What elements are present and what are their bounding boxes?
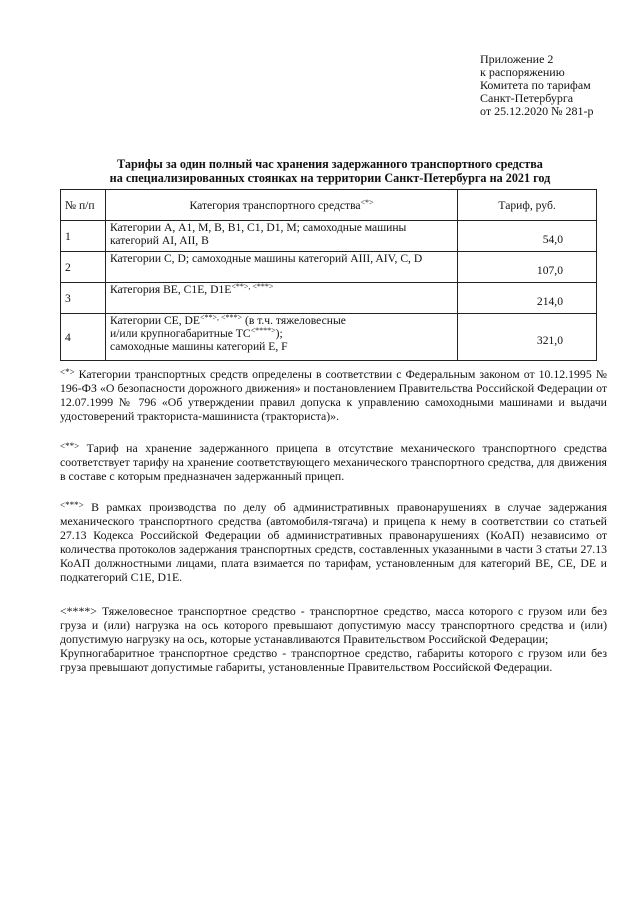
row-category-line: самоходные машины категорий Е, F <box>109 340 288 353</box>
row-tariff-value: 214,0 <box>536 294 563 308</box>
row-category-text: и/или крупногабаритные ТС <box>109 327 251 340</box>
footnote-1 <box>60 367 607 423</box>
row-tariff <box>458 221 597 252</box>
row-category-line: категорий AI, AII, В <box>109 234 209 247</box>
document-title <box>40 157 620 185</box>
row-category-line <box>110 314 453 327</box>
table-row <box>61 221 597 252</box>
appendix-line: Приложение 2 <box>480 52 554 66</box>
header-num: № п/п <box>61 190 106 221</box>
title-line: Тарифы за один полный час хранения задержанного транспортного средства <box>117 157 543 171</box>
tariff-table <box>60 189 597 361</box>
footnote-text-continued: Крупногабаритное транспортное средство - транспортное средство, габариты которого с грузом или без груза превышают допустимые габариты, установленные Правительством Российской Федерации. <box>60 646 607 674</box>
row-tariff <box>458 283 597 314</box>
row-tariff-value: 54,0 <box>542 232 563 246</box>
row-category <box>105 221 457 252</box>
footnote-2 <box>60 441 607 483</box>
header-category-label: Категория транспортного средства <box>189 198 361 212</box>
footnote-text: Тариф на хранение задержанного прицепа в отсутствие механического транспортного средства соответствует тарифу на хранение соответствующего механического транспортного средства, для движения в составе с которым предназначен задержанный прицеп. <box>60 441 607 483</box>
row-tariff-value: 321,0 <box>536 333 563 347</box>
appendix-line: Комитета по тарифам <box>480 78 591 92</box>
row-num: 2 <box>61 252 106 283</box>
row-num: 1 <box>61 221 106 252</box>
row-category-line <box>110 327 453 340</box>
appendix-line: Санкт-Петербурга <box>480 91 574 105</box>
table-header-row <box>61 190 597 221</box>
footnote-3 <box>60 500 607 584</box>
row-category-marks: <**>, <***> <box>200 313 243 322</box>
header-tariff: Тариф, руб. <box>458 190 597 221</box>
table-row <box>61 252 597 283</box>
row-tariff <box>458 314 597 361</box>
footnote-text: Тяжеловесное транспортное средство - транспортное средство, масса которого с грузом или без груза и (или) нагрузка на ось которого превышают допустимую массу транспортного средства и (или) допустимую нагрузку на ось, которые устанавливаются Правительством Российской Федерации; <box>60 604 607 646</box>
appendix-header <box>480 53 630 118</box>
row-category-text: Категория ВЕ, С1Е, D1Е <box>109 283 232 296</box>
row-tariff <box>458 252 597 283</box>
appendix-line: от 25.12.2020 № 281-р <box>480 104 594 118</box>
row-category <box>105 283 457 314</box>
row-tariff-value: 107,0 <box>536 263 563 277</box>
row-category-line: Категории А, А1, М, В, В1, С1, D1, М; самоходные машины <box>109 221 407 234</box>
footnote-text: В рамках производства по делу об административных правонарушениях в случае задержания механического транспортного средства (автомобиля-тягача) и прицепа к нему в соответствии со статьей 27.13 Кодекса Российской Федерации об административных правонарушениях (КоАП) независимо от количества протоколов задержания транспортных средств, составленных указанными в части 3 статьи 27.13 КоАП должностными лицами, плата взимается по тарифам, установленным для категорий ВЕ, СЕ, DЕ и подкатегорий С1Е, D1Е. <box>60 500 607 584</box>
title-line: на специализированных стоянках на территории Санкт-Петербурга на 2021 год <box>109 171 551 185</box>
row-category-text: Категории СЕ, DЕ <box>109 314 201 327</box>
row-category-line: Категории С, D; самоходные машины категорий AIII, AIV, С, D <box>109 252 423 265</box>
row-category-line <box>110 283 453 296</box>
footnote-4 <box>60 604 607 674</box>
row-num: 3 <box>61 283 106 314</box>
row-category-marks: <**>, <***> <box>231 282 274 291</box>
footnote-mark: <**> <box>60 441 80 451</box>
header-category <box>105 190 457 221</box>
row-category <box>105 252 457 283</box>
row-category-marks: <****> <box>250 326 276 335</box>
row-category-tail: ); <box>275 327 283 340</box>
footnote-text: Категории транспортных средств определены в соответствии с Федеральным законом от 10.12.1995 № 196-ФЗ «О безопасности дорожного движения» и постановлением Правительства Российской Федерации от 12.07.1999 № 796 «Об утверждении правил допуска к управлению самоходными машинами и выдачи удостоверений тракториста-машиниста (тракториста)». <box>60 367 607 423</box>
row-num: 4 <box>61 314 106 361</box>
table-row <box>61 283 597 314</box>
footnote-mark: <*> <box>60 367 75 377</box>
row-category <box>105 314 457 361</box>
table-row <box>61 314 597 361</box>
appendix-line: к распоряжению <box>480 65 565 79</box>
header-category-mark: <*> <box>360 197 374 207</box>
row-category-tail: (в т.ч. тяжеловесные <box>242 314 346 327</box>
footnote-mark: <***> <box>60 500 84 510</box>
footnote-mark: <****> <box>60 604 97 618</box>
